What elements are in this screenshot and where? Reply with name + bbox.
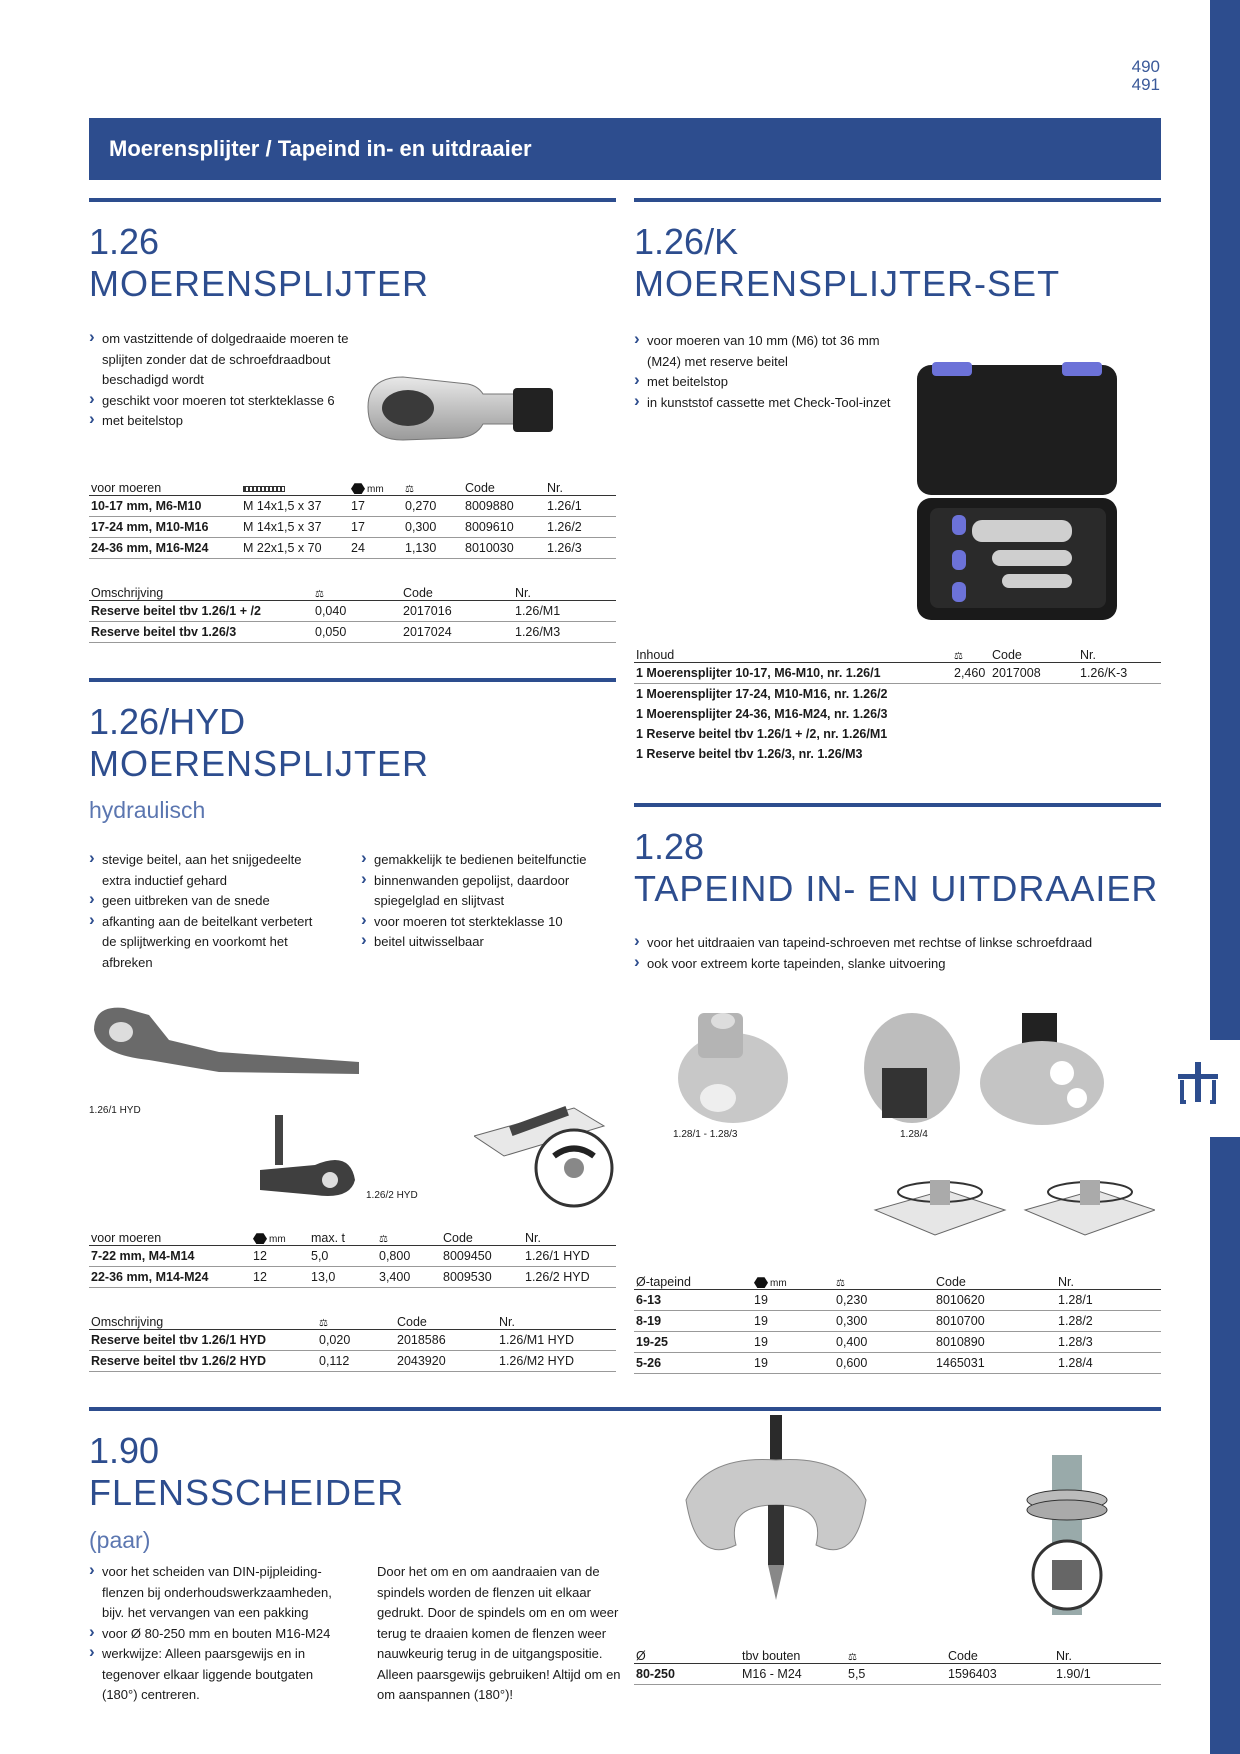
table-cell: 1.26/M3 <box>513 622 616 643</box>
table-row <box>634 1290 1161 1311</box>
feature-item: › gemakkelijk te bedienen beitelfunctie <box>361 850 616 871</box>
table-cell: 0,230 <box>834 1290 934 1311</box>
table-header: mm <box>752 1271 834 1290</box>
hydraulic-splitter-image <box>255 1110 365 1200</box>
table-cell: 1596403 <box>946 1664 1054 1685</box>
table-row <box>634 704 1161 724</box>
feature-item: › met beitelstop <box>89 411 379 432</box>
table-header <box>313 582 401 601</box>
table-cell: 8009530 <box>441 1267 523 1288</box>
table-header: Code <box>441 1227 523 1246</box>
table-header <box>317 1311 395 1330</box>
table-row <box>89 1330 616 1351</box>
table-cell: 1.26/1 <box>545 496 616 517</box>
table-cell: 1.28/3 <box>1056 1332 1161 1353</box>
table-row <box>634 1353 1161 1374</box>
hydraulic-splitter-image <box>89 1000 369 1100</box>
table-cell: M16 - M24 <box>740 1664 846 1685</box>
section-number: 1.90 <box>89 1430 160 1471</box>
section-number: 1.26 <box>89 221 160 262</box>
table-cell: 2,460 <box>952 663 990 684</box>
table-cell: M 14x1,5 x 37 <box>241 496 349 517</box>
table-cell: 1.26/3 <box>545 538 616 559</box>
section-rule <box>89 678 616 682</box>
table-header: Omschrijving <box>89 1311 317 1330</box>
sidebar-bar-bottom <box>1210 1137 1240 1754</box>
page-number-right: 491 <box>1131 75 1160 94</box>
table-cell: 8-19 <box>634 1311 752 1332</box>
table-header: voor moeren <box>89 477 241 496</box>
table-header: mm <box>349 477 403 496</box>
table-header: Nr. <box>1054 1645 1161 1664</box>
section-title: FLENSSCHEIDER <box>89 1472 405 1513</box>
table-cell: 1.90/1 <box>1054 1664 1161 1685</box>
table-cell: 2017008 <box>990 663 1078 684</box>
section-title: MOERENSPLIJTER <box>89 743 430 784</box>
table-cell: Reserve beitel tbv 1.26/1 HYD <box>89 1330 317 1351</box>
table-cell: 1465031 <box>934 1353 1056 1374</box>
section-rule <box>634 198 1161 202</box>
table-row <box>89 1246 616 1267</box>
hex-wrench-icon <box>253 1233 267 1244</box>
weight-icon: ⚖ <box>315 589 323 600</box>
table-row <box>634 1664 1161 1685</box>
flange-spreader-image <box>676 1415 876 1615</box>
page-number-left: 490 <box>1131 57 1160 76</box>
table-cell: 8009880 <box>463 496 545 517</box>
spare-parts-table <box>89 1311 616 1372</box>
table-cell: 0,050 <box>313 622 401 643</box>
table-row <box>89 1351 616 1372</box>
feature-list <box>89 329 379 432</box>
table-cell: 8010030 <box>463 538 545 559</box>
table-header <box>403 477 463 496</box>
table-cell: 1.28/2 <box>1056 1311 1161 1332</box>
table-cell: 7-22 mm, M4-M14 <box>89 1246 251 1267</box>
hex-wrench-icon <box>754 1277 768 1288</box>
feature-item: › in kunststof cassette met Check-Tool-inzet <box>634 393 904 414</box>
table-cell: 8010890 <box>934 1332 1056 1353</box>
table-header: tbv bouten <box>740 1645 846 1664</box>
feature-item: › ook voor extreem korte tapeinden, slanke uitvoering <box>634 954 1161 975</box>
table-cell: 19-25 <box>634 1332 752 1353</box>
table-cell: 19 <box>752 1332 834 1353</box>
feature-item: › voor het scheiden van DIN-pijpleiding-flenzen bij onderhoudswerkzaamheden, bijv. het vervangen van een pakking <box>89 1562 344 1624</box>
table-row <box>89 517 616 538</box>
image-caption: 1.28/4 <box>900 1129 928 1140</box>
feature-item: › stevige beitel, aan het snijgedeelte extra inductief gehard <box>89 850 329 891</box>
table-cell: 12 <box>251 1267 309 1288</box>
image-caption: 1.28/1 - 1.28/3 <box>673 1129 738 1140</box>
table-cell: 1.26/M2 HYD <box>497 1351 616 1372</box>
section-title: MOERENSPLIJTER <box>89 263 430 304</box>
table-cell: 0,020 <box>317 1330 395 1351</box>
table-cell: 0,600 <box>834 1353 934 1374</box>
product-table <box>634 1271 1161 1374</box>
table-row <box>89 496 616 517</box>
feature-list <box>634 331 904 413</box>
section-rule <box>89 1407 1161 1411</box>
weight-icon: ⚖ <box>836 1278 844 1289</box>
table-cell: 2018586 <box>395 1330 497 1351</box>
product-table <box>89 477 616 559</box>
feature-item: › afkanting aan de beitelkant verbetert de splijtwerking en voorkomt het afbreken <box>89 912 329 974</box>
table-header: Code <box>946 1645 1054 1664</box>
table-cell: Reserve beitel tbv 1.26/1 + /2 <box>89 601 313 622</box>
sidebar-bar-top <box>1210 0 1240 1040</box>
table-header-row <box>89 1311 616 1330</box>
page-banner: Moerensplijter / Tapeind in- en uitdraaier <box>89 118 1161 180</box>
table-cell: 8010700 <box>934 1311 1056 1332</box>
table-cell: 24-36 mm, M16-M24 <box>89 538 241 559</box>
table-cell: 8009450 <box>441 1246 523 1267</box>
table-cell: 0,300 <box>834 1311 934 1332</box>
table-cell: 1,130 <box>403 538 463 559</box>
table-header <box>377 1227 441 1246</box>
table-cell: 80-250 <box>634 1664 740 1685</box>
table-cell: 5-26 <box>634 1353 752 1374</box>
nut-splitter-image <box>358 372 568 447</box>
table-header: max. t <box>309 1227 377 1246</box>
table-header <box>241 477 349 496</box>
image-caption: 1.26/2 HYD <box>366 1190 418 1201</box>
table-cell: 3,400 <box>377 1267 441 1288</box>
table-header: Inhoud <box>634 644 952 663</box>
feature-item: › geschikt voor moeren tot sterkteklasse 6 <box>89 391 379 412</box>
table-cell: 19 <box>752 1290 834 1311</box>
table-row <box>634 684 1161 705</box>
table-cell: 2017016 <box>401 601 513 622</box>
feature-item: › werkwijze: Alleen paarsgewijs en in tegenover elkaar liggende boutgaten (180°) centreren. <box>89 1644 344 1706</box>
description-paragraph: Door het om en om aandraaien van de spindels worden de flenzen uit elkaar gedrukt. Door de spindels om en om weer terug te draaien komen de flenzen weer nauwkeurig terug in de uitgangspositie. Alleen paarsgewijs gebruiken! Altijd om en om aanspannen (180°)! <box>377 1564 621 1702</box>
table-header-row <box>89 1227 616 1246</box>
table-row <box>89 1267 616 1288</box>
stud-extractor-image <box>668 1003 798 1128</box>
table-cell: 22-36 mm, M14-M24 <box>89 1267 251 1288</box>
section-subtitle: (paar) <box>89 1527 151 1553</box>
feature-item: › voor moeren tot sterkteklasse 10 <box>361 912 616 933</box>
table-cell: 1 Moerensplijter 17-24, M10-M16, nr. 1.26/2 <box>636 687 888 701</box>
table-header: Ø-tapeind <box>634 1271 752 1290</box>
weight-icon: ⚖ <box>954 651 962 662</box>
usage-illustration <box>865 1150 1155 1250</box>
table-cell: 12 <box>251 1246 309 1267</box>
table-cell: 0,400 <box>834 1332 934 1353</box>
table-cell: 0,112 <box>317 1351 395 1372</box>
weight-icon: ⚖ <box>319 1318 327 1329</box>
image-caption: 1.26/1 HYD <box>89 1105 141 1116</box>
table-header: mm <box>251 1227 309 1246</box>
product-table <box>89 1227 616 1288</box>
table-cell: 1.26/M1 <box>513 601 616 622</box>
table-header: Omschrijving <box>89 582 313 601</box>
table-cell: 1 Reserve beitel tbv 1.26/3, nr. 1.26/M3 <box>636 747 863 761</box>
feature-item: › binnenwanden gepolijst, daardoor spiegelglad en slijtvast <box>361 871 616 912</box>
feature-item: › met beitelstop <box>634 372 904 393</box>
table-cell: 24 <box>349 538 403 559</box>
page-numbers <box>1132 58 1160 94</box>
table-header <box>846 1645 946 1664</box>
table-header-row <box>634 1271 1161 1290</box>
table-cell: 5,5 <box>846 1664 946 1685</box>
table-cell: 1.28/4 <box>1056 1353 1161 1374</box>
section-rule <box>634 803 1161 807</box>
feature-list <box>361 850 616 953</box>
table-cell: 1 Moerensplijter 24-36, M16-M24, nr. 1.26/3 <box>636 707 888 721</box>
table-header: Code <box>934 1271 1056 1290</box>
table-header <box>952 644 990 663</box>
table-row <box>634 744 1161 764</box>
table-header-row <box>89 477 616 496</box>
table-cell: Reserve beitel tbv 1.26/2 HYD <box>89 1351 317 1372</box>
table-cell: 1.26/M1 HYD <box>497 1330 616 1351</box>
product-table <box>634 1645 1161 1685</box>
stud-extractor-image <box>862 1008 1122 1128</box>
table-cell: 19 <box>752 1353 834 1374</box>
table-cell: 0,270 <box>403 496 463 517</box>
table-cell: 1.26/K-3 <box>1078 663 1161 684</box>
table-cell: 0,040 <box>313 601 401 622</box>
table-cell: M 14x1,5 x 37 <box>241 517 349 538</box>
feature-list <box>89 1562 344 1706</box>
feature-item: › voor Ø 80-250 mm en bouten M16-M24 <box>89 1624 344 1645</box>
table-header <box>834 1271 934 1290</box>
thread-icon <box>243 486 285 492</box>
table-row <box>634 1311 1161 1332</box>
table-row <box>89 601 616 622</box>
table-row <box>89 622 616 643</box>
table-header: Nr. <box>545 477 616 496</box>
puller-icon <box>1174 1060 1222 1116</box>
table-cell: 17 <box>349 496 403 517</box>
table-cell: 1.26/2 <box>545 517 616 538</box>
table-cell: 1 Reserve beitel tbv 1.26/1 + /2, nr. 1.26/M1 <box>636 727 888 741</box>
section-subtitle: hydraulisch <box>89 797 206 823</box>
table-header: Nr. <box>513 582 616 601</box>
hex-wrench-icon <box>351 483 365 494</box>
feature-item: › voor moeren van 10 mm (M6) tot 36 mm (M24) met reserve beitel <box>634 331 904 372</box>
table-cell: 5,0 <box>309 1246 377 1267</box>
table-row <box>634 1332 1161 1353</box>
table-cell: 1.26/2 HYD <box>523 1267 616 1288</box>
table-cell: 8009610 <box>463 517 545 538</box>
table-cell: 13,0 <box>309 1267 377 1288</box>
tool-case-image <box>912 360 1122 625</box>
table-header: Nr. <box>497 1311 616 1330</box>
table-cell: 17 <box>349 517 403 538</box>
table-cell: 8010620 <box>934 1290 1056 1311</box>
table-cell: 2017024 <box>401 622 513 643</box>
usage-illustration <box>1012 1455 1122 1615</box>
table-header: Nr. <box>1056 1271 1161 1290</box>
section-number: 1.26/HYD <box>89 701 246 742</box>
table-header: Code <box>395 1311 497 1330</box>
table-row <box>634 724 1161 744</box>
table-cell: 2043920 <box>395 1351 497 1372</box>
table-header: Code <box>401 582 513 601</box>
weight-icon: ⚖ <box>405 484 413 495</box>
weight-icon: ⚖ <box>848 1652 856 1663</box>
section-rule <box>89 198 616 202</box>
feature-item: › beitel uitwisselbaar <box>361 932 616 953</box>
feature-list <box>89 850 329 973</box>
section-title: TAPEIND IN- EN UITDRAAIER <box>634 868 1159 909</box>
table-cell: 17-24 mm, M10-M16 <box>89 517 241 538</box>
set-contents-table <box>634 644 1161 764</box>
table-header-row <box>634 644 1161 663</box>
weight-icon: ⚖ <box>379 1234 387 1245</box>
feature-item: › geen uitbreken van de snede <box>89 891 329 912</box>
table-cell: 6-13 <box>634 1290 752 1311</box>
section-number: 1.26/K <box>634 221 739 262</box>
usage-illustration <box>474 1086 619 1211</box>
table-row <box>634 663 1161 684</box>
section-number: 1.28 <box>634 826 705 867</box>
table-header: Code <box>990 644 1078 663</box>
table-header-row <box>89 582 616 601</box>
feature-item: › voor het uitdraaien van tapeind-schroeven met rechtse of linkse schroefdraad <box>634 933 1161 954</box>
table-cell: 0,300 <box>403 517 463 538</box>
table-cell: 1 Moerensplijter 10-17, M6-M10, nr. 1.26/1 <box>634 663 952 684</box>
table-cell: 10-17 mm, M6-M10 <box>89 496 241 517</box>
table-header: Ø <box>634 1645 740 1664</box>
table-cell: 19 <box>752 1311 834 1332</box>
section-title: MOERENSPLIJTER-SET <box>634 263 1061 304</box>
table-header: Nr. <box>1078 644 1161 663</box>
table-header-row <box>634 1645 1161 1664</box>
feature-item: › om vastzittende of dolgedraaide moeren te splijten zonder dat de schroefdraadbout beschadigd wordt <box>89 329 379 391</box>
table-header: Nr. <box>523 1227 616 1246</box>
table-header: voor moeren <box>89 1227 251 1246</box>
table-cell: 1.28/1 <box>1056 1290 1161 1311</box>
feature-list <box>634 933 1161 974</box>
table-header: Code <box>463 477 545 496</box>
spare-parts-table <box>89 582 616 643</box>
table-cell: 0,800 <box>377 1246 441 1267</box>
table-row <box>89 538 616 559</box>
table-cell: Reserve beitel tbv 1.26/3 <box>89 622 313 643</box>
table-cell: 1.26/1 HYD <box>523 1246 616 1267</box>
table-cell: M 22x1,5 x 70 <box>241 538 349 559</box>
